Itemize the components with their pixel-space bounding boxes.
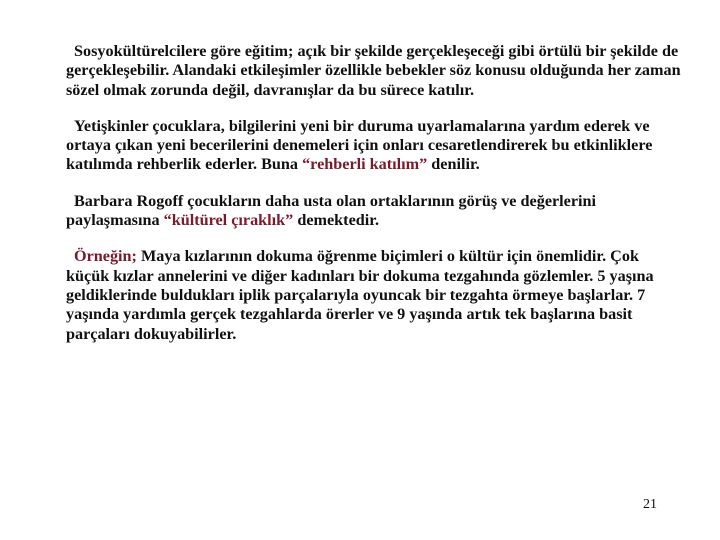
paragraph-text: Maya kızlarının dokuma öğrenme biçimleri o kültür için önemlidir. Çok küçük kızlar annelerini ve diğer kadınları bir dokuma tezgahında gözlemler. 5 yaşına geldiklerinde buldukları iplik parçalarıyla oyuncak bir tezgahta örmeye başlarlar. 7 yaşında yardımla gerçek tezgahlarda örerler ve 9 yaşında artık tek başlarına basit parçaları dokuyabilirler. [66, 247, 654, 343]
paragraph-text: denilir. [427, 155, 480, 174]
slide-body [66, 42, 684, 361]
paragraph-text: Sosyokültürelcilere göre eğitim; açık bir şekilde gerçekleşeceği gibi örtülü bir şekilde de gerçekleşebilir. Alandaki etkileşimler özellikle bebekler söz konusu olduğunda her zaman sözel olmak zorunda değil, davranışlar da bu sürece katılır. [66, 42, 681, 99]
term-example: Örneğin; [74, 247, 137, 266]
paragraph-text: Yetişkinler çocuklara, bilgilerini yeni bir duruma uyarlamalarına yardım ederek ve ortaya çıkan yeni becerilerini denemeleri için onları cesaretlendirerek bu etkinliklere katılımda rehberlik ederler. Buna [66, 116, 653, 174]
term-cultural-apprenticeship: “kültürel çıraklık” [163, 211, 294, 230]
page-number: 21 [643, 497, 657, 512]
paragraph-cultural-apprenticeship [66, 192, 684, 231]
term-guided-participation: “rehberli katılım” [302, 155, 428, 174]
paragraph-text: demektedir. [293, 211, 380, 230]
paragraph-sociocultural-education [66, 42, 684, 100]
paragraph-text: Barbara Rogoff çocukların daha usta olan ortaklarının görüş ve değerlerini paylaşmasına [66, 191, 597, 230]
paragraph-guided-participation [66, 117, 684, 175]
paragraph-maya-example [66, 247, 684, 343]
